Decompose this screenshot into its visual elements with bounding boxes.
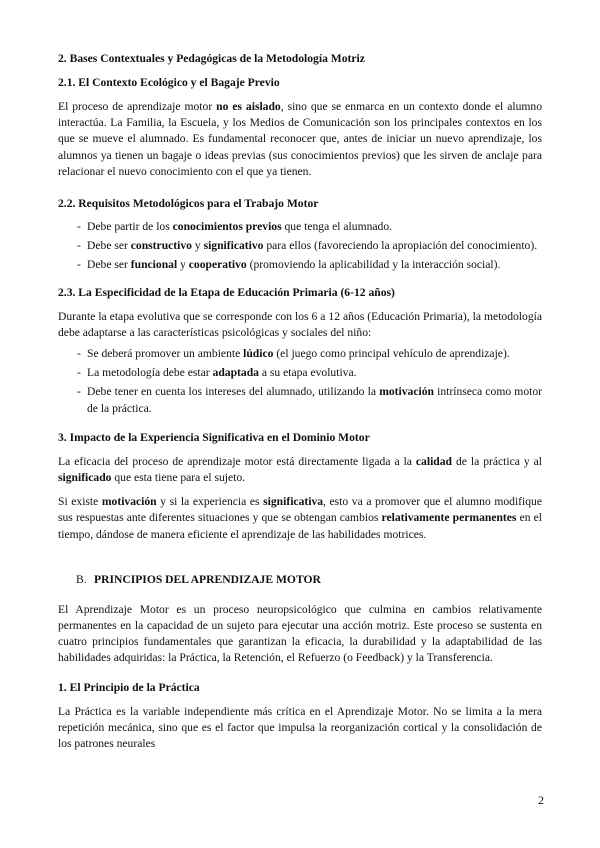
paragraph-2-3: Durante la etapa evolutiva que se corresponde con los 6 a 12 años (Educación Primaria), la metodología debe adaptarse a las características psicológicas y sociales del niño: — [58, 309, 542, 339]
list-2-2 — [58, 219, 542, 274]
document-page — [58, 52, 542, 752]
heading-section-2: 2. Bases Contextuales y Pedagógicas de la Metodología Motriz — [58, 52, 365, 65]
list-item: - Debe ser funcional y cooperativo (promoviendo la aplicabilidad y la interacción social). — [77, 258, 501, 272]
list-item: - La metodología debe estar adaptada a su etapa evolutiva. — [77, 366, 357, 380]
list-item: - Debe tener en cuenta los intereses del alumnado, utilizando la motivación intrínseca como motor de la práctica. — [77, 385, 543, 415]
paragraph-3-1: La eficacia del proceso de aprendizaje motor está directamente ligada a la calidad de la práctica y al significado que esta tiene para el sujeto. — [58, 454, 542, 485]
heading-2-2: 2.2. Requisitos Metodológicos para el Trabajo Motor — [58, 197, 319, 211]
heading-section-b — [58, 573, 542, 587]
heading-b-1: 1. El Principio de la Práctica — [58, 680, 200, 694]
paragraph-b-intro: El Aprendizaje Motor es un proceso neuropsicológico que culmina en cambios relativamente permanentes en la capacidad de un sujeto para ejecutar una acción motriz. Este proceso se sustenta en cuatro principios fundamentales que garantizan la eficacia, la durabilidad y la adaptabilidad de las habilidades adquiridas: la Práctica, la Retención, el Refuerzo (o Feedback) y la Transferencia. — [58, 602, 542, 665]
heading-2-3: 2.3. La Especificidad de la Etapa de Educación Primaria (6-12 años) — [58, 285, 395, 299]
paragraph-3-2: Si existe motivación y si la experiencia es significativa, esto va a promover que el alumno modifique sus respuestas ante diferentes situaciones y que se obtengan cambios relativamente permanentes en el tiempo, dándose de manera eficiente el aprendizaje de las habilidades motrices. — [58, 495, 543, 541]
list-2-3 — [58, 346, 542, 417]
paragraph-2-1: El proceso de aprendizaje motor no es aislado, sino que se enmarca en un contexto donde el alumno interactúa. La Familia, la Escuela, y los Medios de Comunicación son los principales contextos en los que se mueve el alumnado. Es fundamental reconocer que, antes de iniciar un nuevo aprendizaje, los alumnos ya tienen un bagaje o ideas previas (sus conocimientos previos) que les sirven de anclaje para relacionar el nuevo conocimiento con el que ya tienen. — [58, 100, 542, 178]
heading-section-3: 3. Impacto de la Experiencia Significativa en el Dominio Motor — [58, 430, 370, 444]
section-title: PRINCIPIOS DEL APRENDIZAJE MOTOR — [94, 572, 321, 586]
section-letter: B. — [76, 572, 87, 586]
list-item: - Debe ser constructivo y significativo para ellos (favoreciendo la apropiación del conocimiento). — [77, 239, 538, 253]
heading-2-1: 2.1. El Contexto Ecológico y el Bagaje Previo — [58, 76, 280, 89]
page-number: 2 — [538, 793, 544, 807]
list-item: - Debe partir de los conocimientos previos que tenga el alumnado. — [77, 220, 393, 234]
paragraph-b-1: La Práctica es la variable independiente más crítica en el Aprendizaje Motor. No se limita a la mera repetición mecánica, sino que es el factor que impulsa la reorganización cortical y la consolidación de los patrones neurales — [58, 704, 542, 751]
list-item: - Se deberá promover un ambiente lúdico (el juego como principal vehículo de aprendizaje). — [77, 347, 510, 361]
